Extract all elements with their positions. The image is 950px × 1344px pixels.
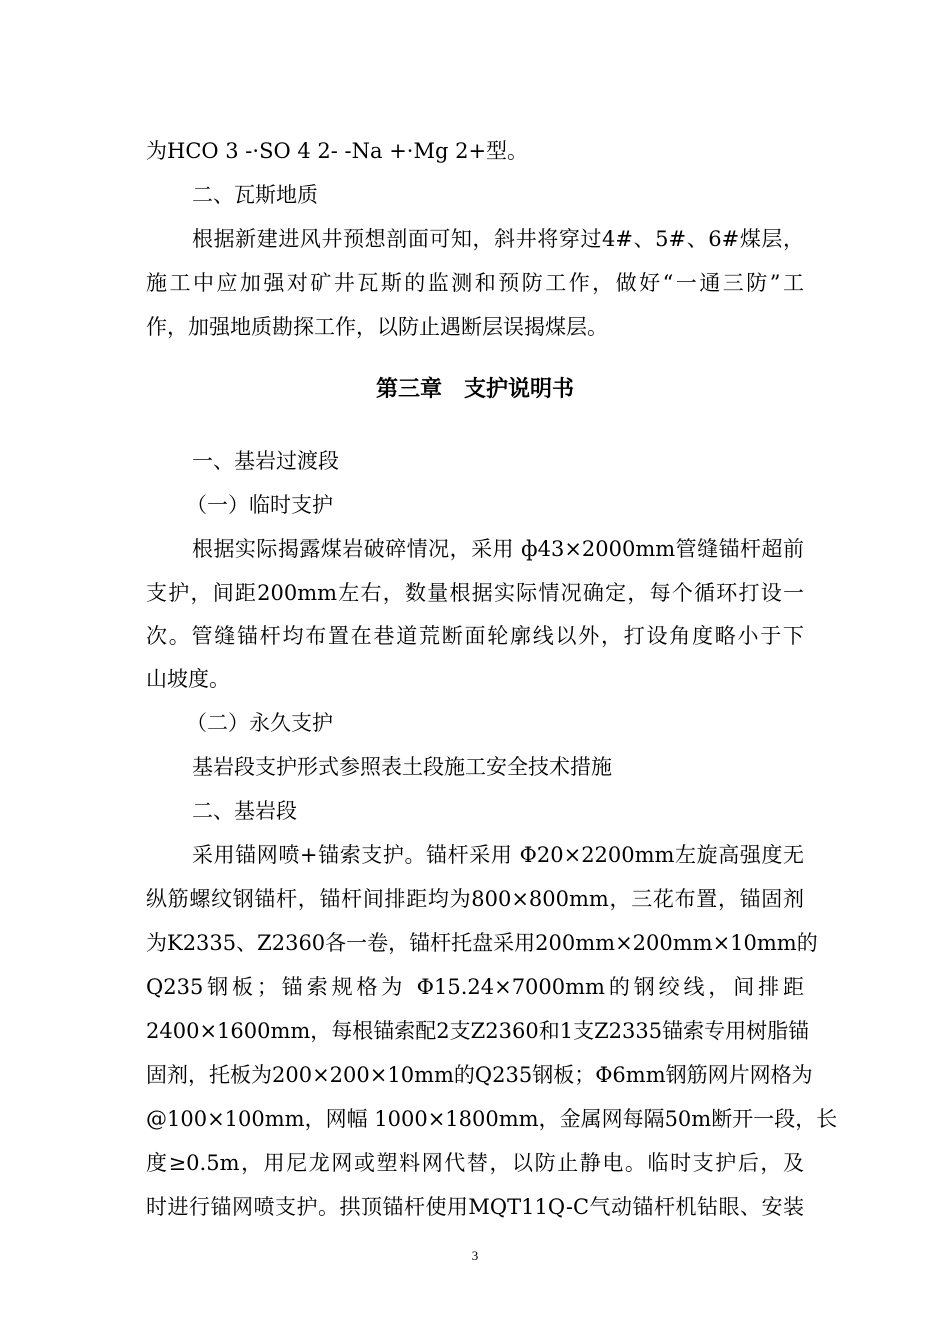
- document-page: 为HCO 3 -·SO 4 2- -Na +·Mg 2+型。 二、瓦斯地质 根据新建进风井预想剖面可知，斜井将穿过4#、5#、6#煤层， 施工中应加强对矿井瓦斯的监测和预防工作，做好“一通三防”工 作，加强地质勘探工作，以防止遇断层误揭煤层。 第三章 支护说明书 一、基岩过渡段 （一）临时支护 根据实际揭露煤岩破碎情况，采用 ф43×2000mm管缝锚杆超前 支护，间距200mm左右，数量根据实际情况确定，每个循环打设一 次。管缝锚杆均布置在巷道荒断面轮廓线以外，打设角度略小于下 山坡度。 （二）永久支护 基岩段支护形式参照表土段施工安全技术措施 二、基岩段 采用锚网喷+锚索支护。锚杆采用 Φ20×2200mm左旋高强度无 纵筋螺纹钢锚杆，锚杆间排距均为800×800mm，三花布置，锚固剂 为K2335、Z2360各一卷，锚杆托盘采用200mm×200mm×10mm的 Q235钢板；锚索规格为 Φ15.24×7000mm的钢绞线，间排距 2400×1600mm，每根锚索配2支Z2360和1支Z2335锚索专用树脂锚 固剂，托板为200×200×10mm的Q235钢板；Φ6mm钢筋网片网格为 @100×100mm，网幅 1000×1800mm，金属网每隔50m断开一段，长 度≥0.5m，用尼龙网或塑料网代替，以防止静电。临时支护后，及 时进行锚网喷支护。拱顶锚杆使用MQT11Q-C气动锚杆机钻眼、安装 3: [0, 0, 950, 1344]
- chapter-title: 第三章 支护说明书: [375, 376, 574, 402]
- page-number: 3: [471, 1248, 479, 1263]
